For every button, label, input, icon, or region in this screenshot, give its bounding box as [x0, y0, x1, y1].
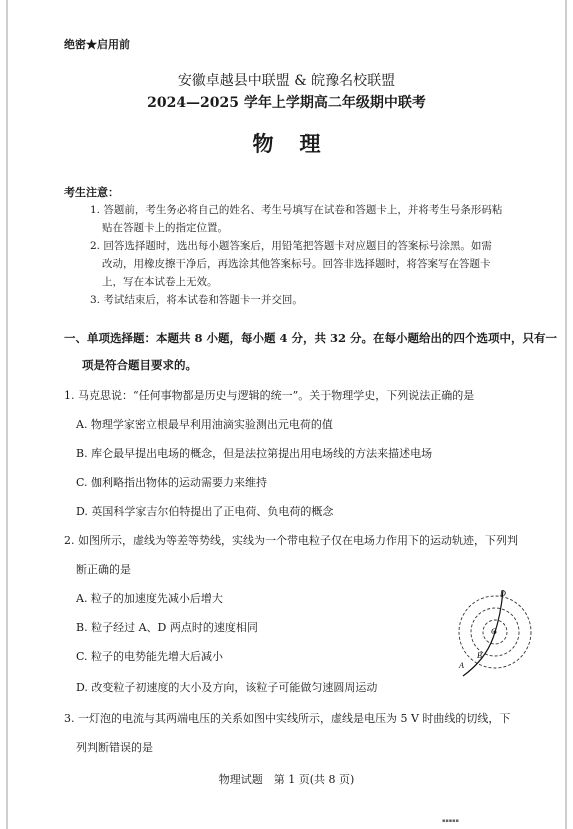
notice-title: 考生注意：	[64, 186, 119, 199]
page-edge-left	[6, 0, 8, 829]
question-1-option-c: C. 伽利略指出物体的运动需要力来维持	[76, 476, 268, 489]
equipotential-figure	[455, 588, 551, 678]
question-1-option-b: B. 库仑最早提出电场的概念，但是法拉第提出用电场线的方法来描述电场	[76, 447, 433, 460]
section-heading-cont: 项是符合题目要求的。	[82, 358, 197, 372]
question-2-stem: 2. 如图所示，虚线为等差等势线，实线为一个带电粒子仅在电场力作用下的运动轨迹，下列判	[64, 534, 518, 547]
notice-item: 3. 考试结束后，将本试卷和答题卡一并交回。	[90, 294, 303, 306]
notice-item: 2. 回答选择题时，选出每小题答案后，用铅笔把答题卡对应题目的答案标号涂黑。如需	[90, 240, 492, 252]
notice-item: 贴在答题卡上的指定位置。	[102, 222, 228, 234]
question-3-stem-cont: 列判断错误的是	[76, 741, 153, 754]
question-2-option-d: D. 改变粒子初速度的大小及方向，该粒子可能做匀速圆周运动	[76, 681, 378, 694]
notice-item: 1. 答题前，考生务必将自己的姓名、考生号填写在试卷和答题卡上，并将考生号条形码粘	[90, 204, 503, 216]
subject-title: 物理	[252, 131, 347, 156]
question-1-option-d: D. 英国科学家吉尔伯特提出了正电荷、负电荷的概念	[76, 505, 334, 518]
question-1-option-a: A. 物理学家密立根最早利用油滴实验测出元电荷的值	[76, 418, 333, 431]
point-label-d: D	[500, 589, 506, 598]
confidential-label: 绝密★启用前	[64, 38, 130, 51]
page-edge-right	[565, 0, 567, 829]
exam-title: 2024—2025 学年上学期高二年级期中联考	[147, 95, 426, 111]
question-2-option-a: A. 粒子的加速度先减小后增大	[76, 592, 223, 605]
point-label-b: B	[477, 651, 482, 660]
page-footer: 物理试题 第 1 页(共 8 页)	[218, 773, 355, 786]
question-2-option-b: B. 粒子经过 A、D 两点时的速度相同	[76, 621, 258, 634]
question-1-stem: 1. 马克思说：“任何事物都是历史与逻辑的统一”。关于物理学史，下列说法正确的是	[64, 389, 475, 402]
scan-mark: ▪▪▪▪▪	[442, 818, 459, 824]
section-heading: 一、单项选择题：本题共 8 小题，每小题 4 分，共 32 分。在每小题给出的四个选项中，只有一	[64, 331, 558, 345]
question-2-option-c: C. 粒子的电势能先增大后减小	[76, 650, 224, 663]
point-label-c: C	[491, 627, 497, 636]
notice-item: 改动，用橡皮擦干净后，再选涂其他答案标号。回答非选择题时，将答案写在答题卡	[102, 258, 491, 270]
question-2-stem-cont: 断正确的是	[76, 563, 131, 576]
alliance-title: 安徽卓越县中联盟 & 皖豫名校联盟	[177, 73, 396, 89]
point-label-a: A	[459, 661, 464, 670]
notice-item: 上，写在本试卷上无效。	[102, 276, 218, 288]
question-3-stem: 3. 一灯泡的电流与其两端电压的关系如图中实线所示，虚线是电压为 5 V 时曲线的切线，下	[64, 712, 511, 725]
